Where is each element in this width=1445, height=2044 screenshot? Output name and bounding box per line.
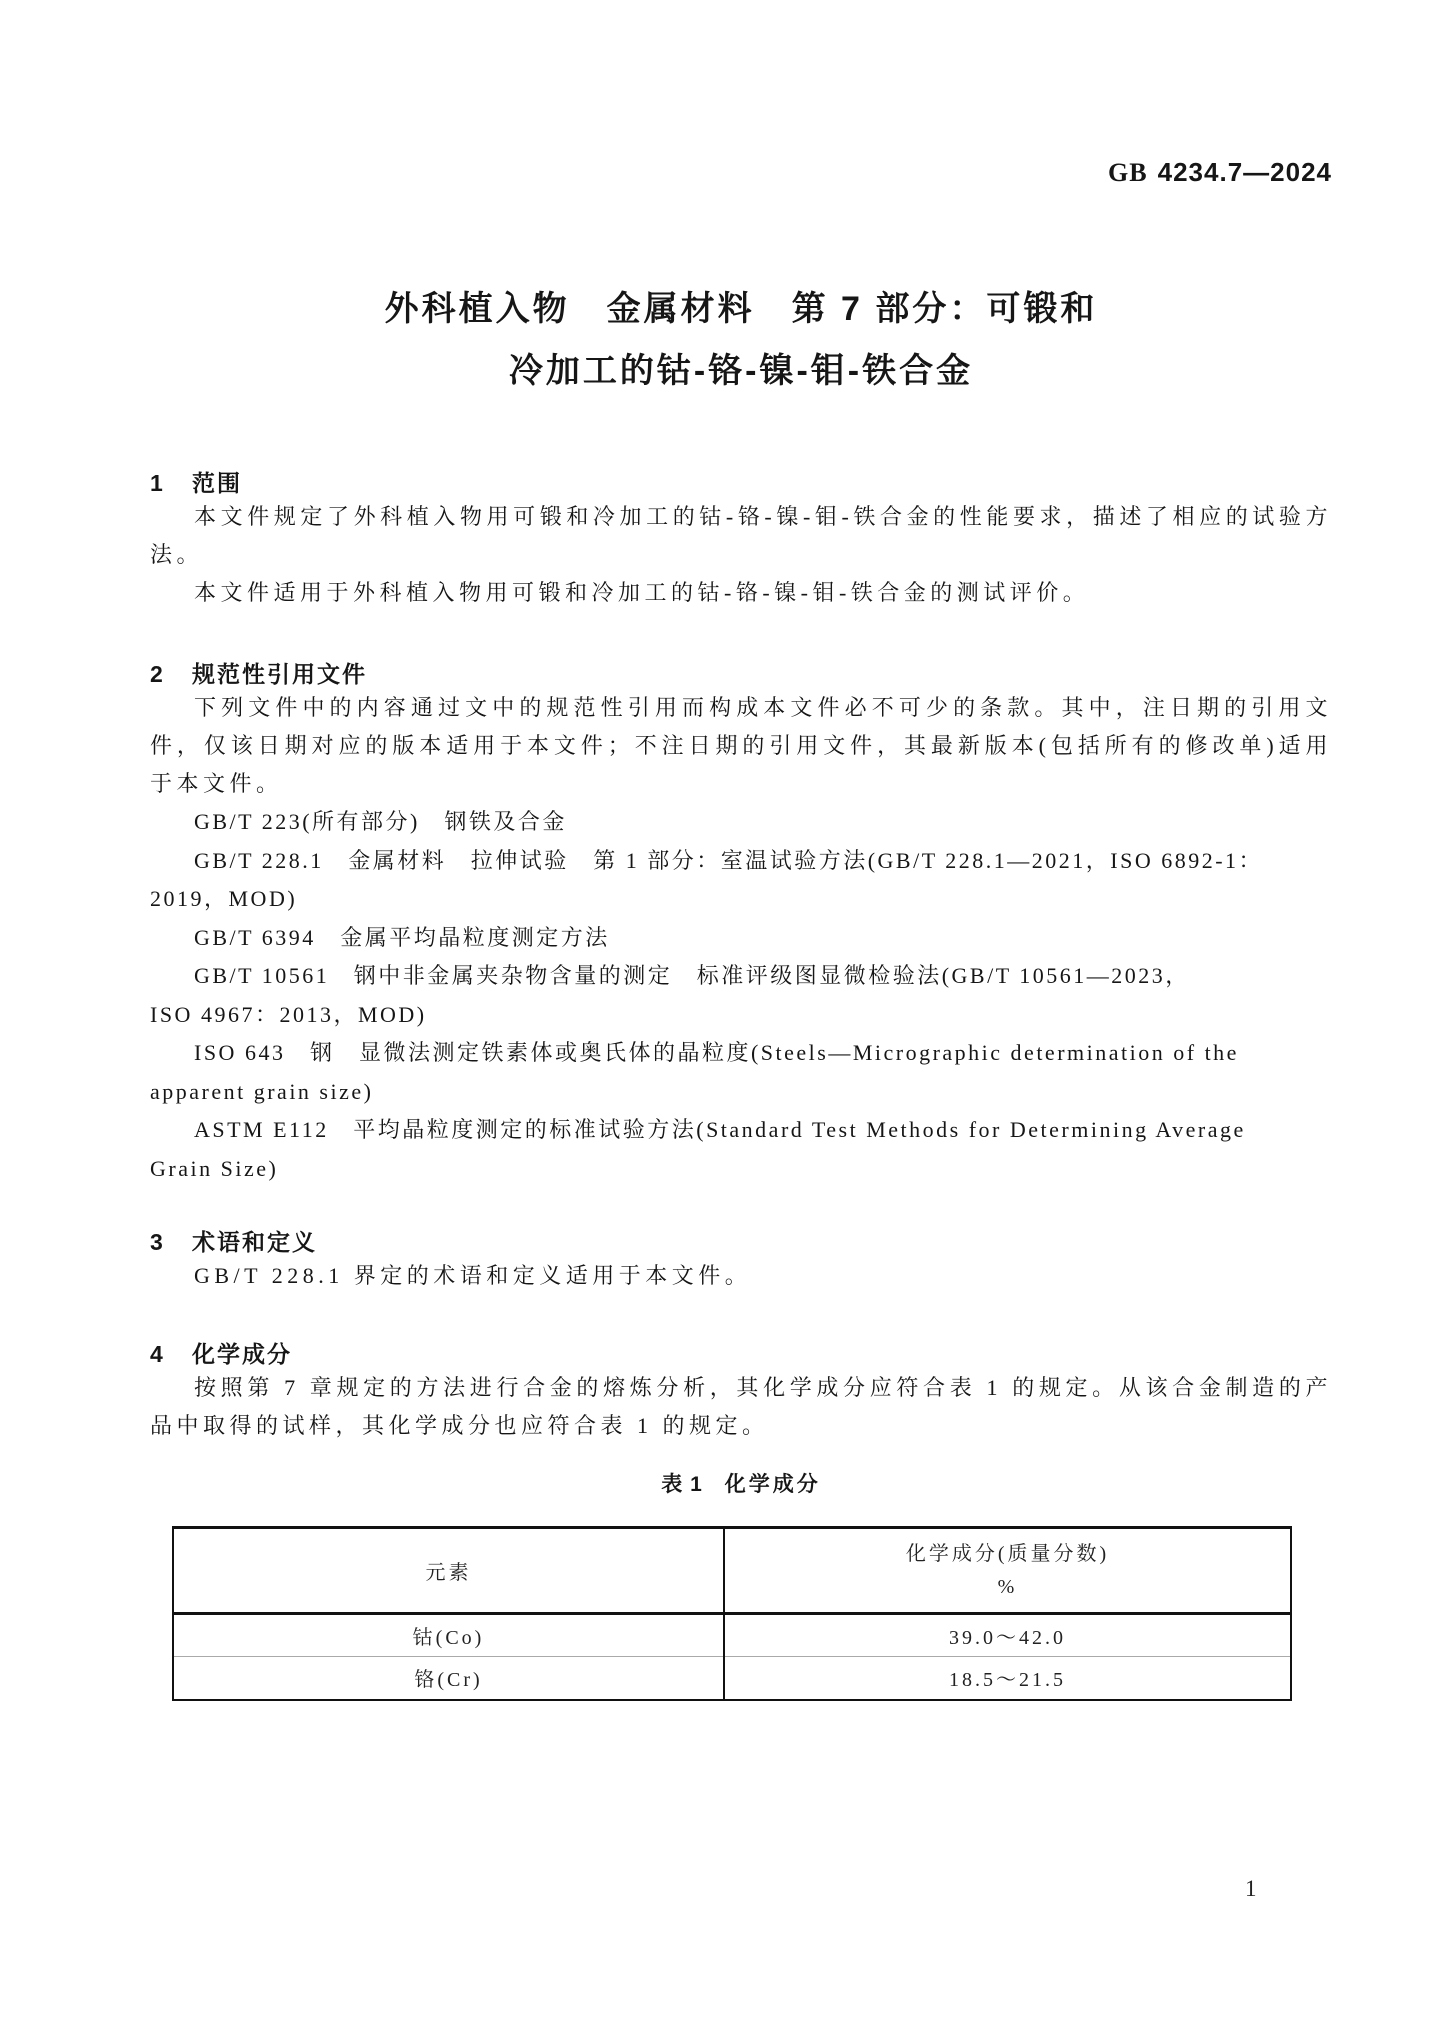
section-2-paragraph: 下列文件中的内容通过文中的规范性引用而构成本文件必不可少的条款。其中，注日期的引用文件，仅该日期对应的版本适用于本文件；不注日期的引用文件，其最新版本(包括所有的修改单)适用于本文件。 [150,695,1332,796]
reference-item: GB/T 228.1 金属材料 拉伸试验 第 1 部分：室温试验方法(GB/T 228.1—2021，ISO 6892-1： [194,847,1264,873]
value-cell: 39.0～42.0 [724,1614,1291,1657]
standard-number [150,0,1332,189]
reference-item-continuation: 2019，MOD) [150,886,298,911]
section-1-paragraph: 本文件规定了外科植入物用可锻和冷加工的钴-铬-镍-钼-铁合金的性能要求，描述了相应的试验方法。 [150,504,1332,567]
table-row [173,1614,1291,1657]
standard-prefix: GB [1108,158,1148,187]
reference-item: GB/T 6394 金属平均晶粒度测定方法 [194,924,610,950]
reference-item: ASTM E112 平均晶粒度测定的标准试验方法(Standard Test Methods for Determining Average [194,1117,1246,1142]
section-1-paragraph: 本文件适用于外科植入物用可锻和冷加工的钴-铬-镍-钼-铁合金的测试评价。 [194,580,1090,605]
reference-item: ISO 643 钢 显微法测定铁素体或奥氏体的晶粒度(Steels—Micrographic determination of the [194,1040,1239,1065]
section-2-heading [150,659,1332,689]
table-row [173,1657,1291,1700]
column-header-element: 元素 [173,1528,724,1614]
section-3-title: 术语和定义 [192,1229,317,1255]
section-4-heading [150,1339,1332,1369]
column-header-composition-line1: 化学成分(质量分数) [905,1542,1110,1565]
table-1-chemical-composition [172,1526,1292,1701]
element-cell: 钴(Co) [173,1614,724,1657]
section-1-title: 范围 [192,470,242,496]
reference-item: GB/T 10561 钢中非金属夹杂物含量的测定 标准评级图显微检验法(GB/T 10561—2023， [194,963,1190,988]
table-1-label: 表 1 [661,1473,703,1496]
title-line-2: 冷加工的钴-铬-镍-钼-铁合金 [508,352,974,390]
column-header-composition [724,1528,1291,1614]
table-header-row [173,1528,1291,1614]
title-line-1: 外科植入物 金属材料 第 7 部分：可锻和 [384,290,1098,328]
page-number: 1 [1245,1876,1257,1901]
reference-item: GB/T 223(所有部分) 钢铁及合金 [194,809,567,834]
section-2-title: 规范性引用文件 [192,661,367,687]
section-4-number: 4 [150,1341,163,1367]
section-2-number: 2 [150,661,163,687]
section-3-number: 3 [150,1229,163,1255]
reference-item-continuation: ISO 4967：2013，MOD) [150,1001,427,1027]
standard-code-number: 4234.7—2024 [1157,157,1332,187]
document-title [150,278,1332,402]
section-1-heading [150,468,1332,498]
section-4-paragraph: 按照第 7 章规定的方法进行合金的熔炼分析，其化学成分应符合表 1 的规定。从该合金制造的产品中取得的试样，其化学成分也应符合表 1 的规定。 [150,1375,1332,1438]
value-cell: 18.5～21.5 [724,1657,1291,1700]
reference-item-continuation: Grain Size) [150,1155,279,1181]
reference-item-continuation: apparent grain size) [150,1078,374,1104]
table-1-title: 化学成分 [724,1473,821,1496]
section-4-title: 化学成分 [192,1341,292,1367]
section-1-number: 1 [150,470,163,496]
section-3-paragraph: GB/T 228.1 界定的术语和定义适用于本文件。 [194,1263,752,1288]
element-cell: 铬(Cr) [173,1657,724,1700]
column-header-composition-unit: % [997,1575,1018,1598]
section-3-heading [150,1227,1332,1257]
table-1-caption [150,1471,1332,1499]
normative-references-list [150,803,1332,1188]
